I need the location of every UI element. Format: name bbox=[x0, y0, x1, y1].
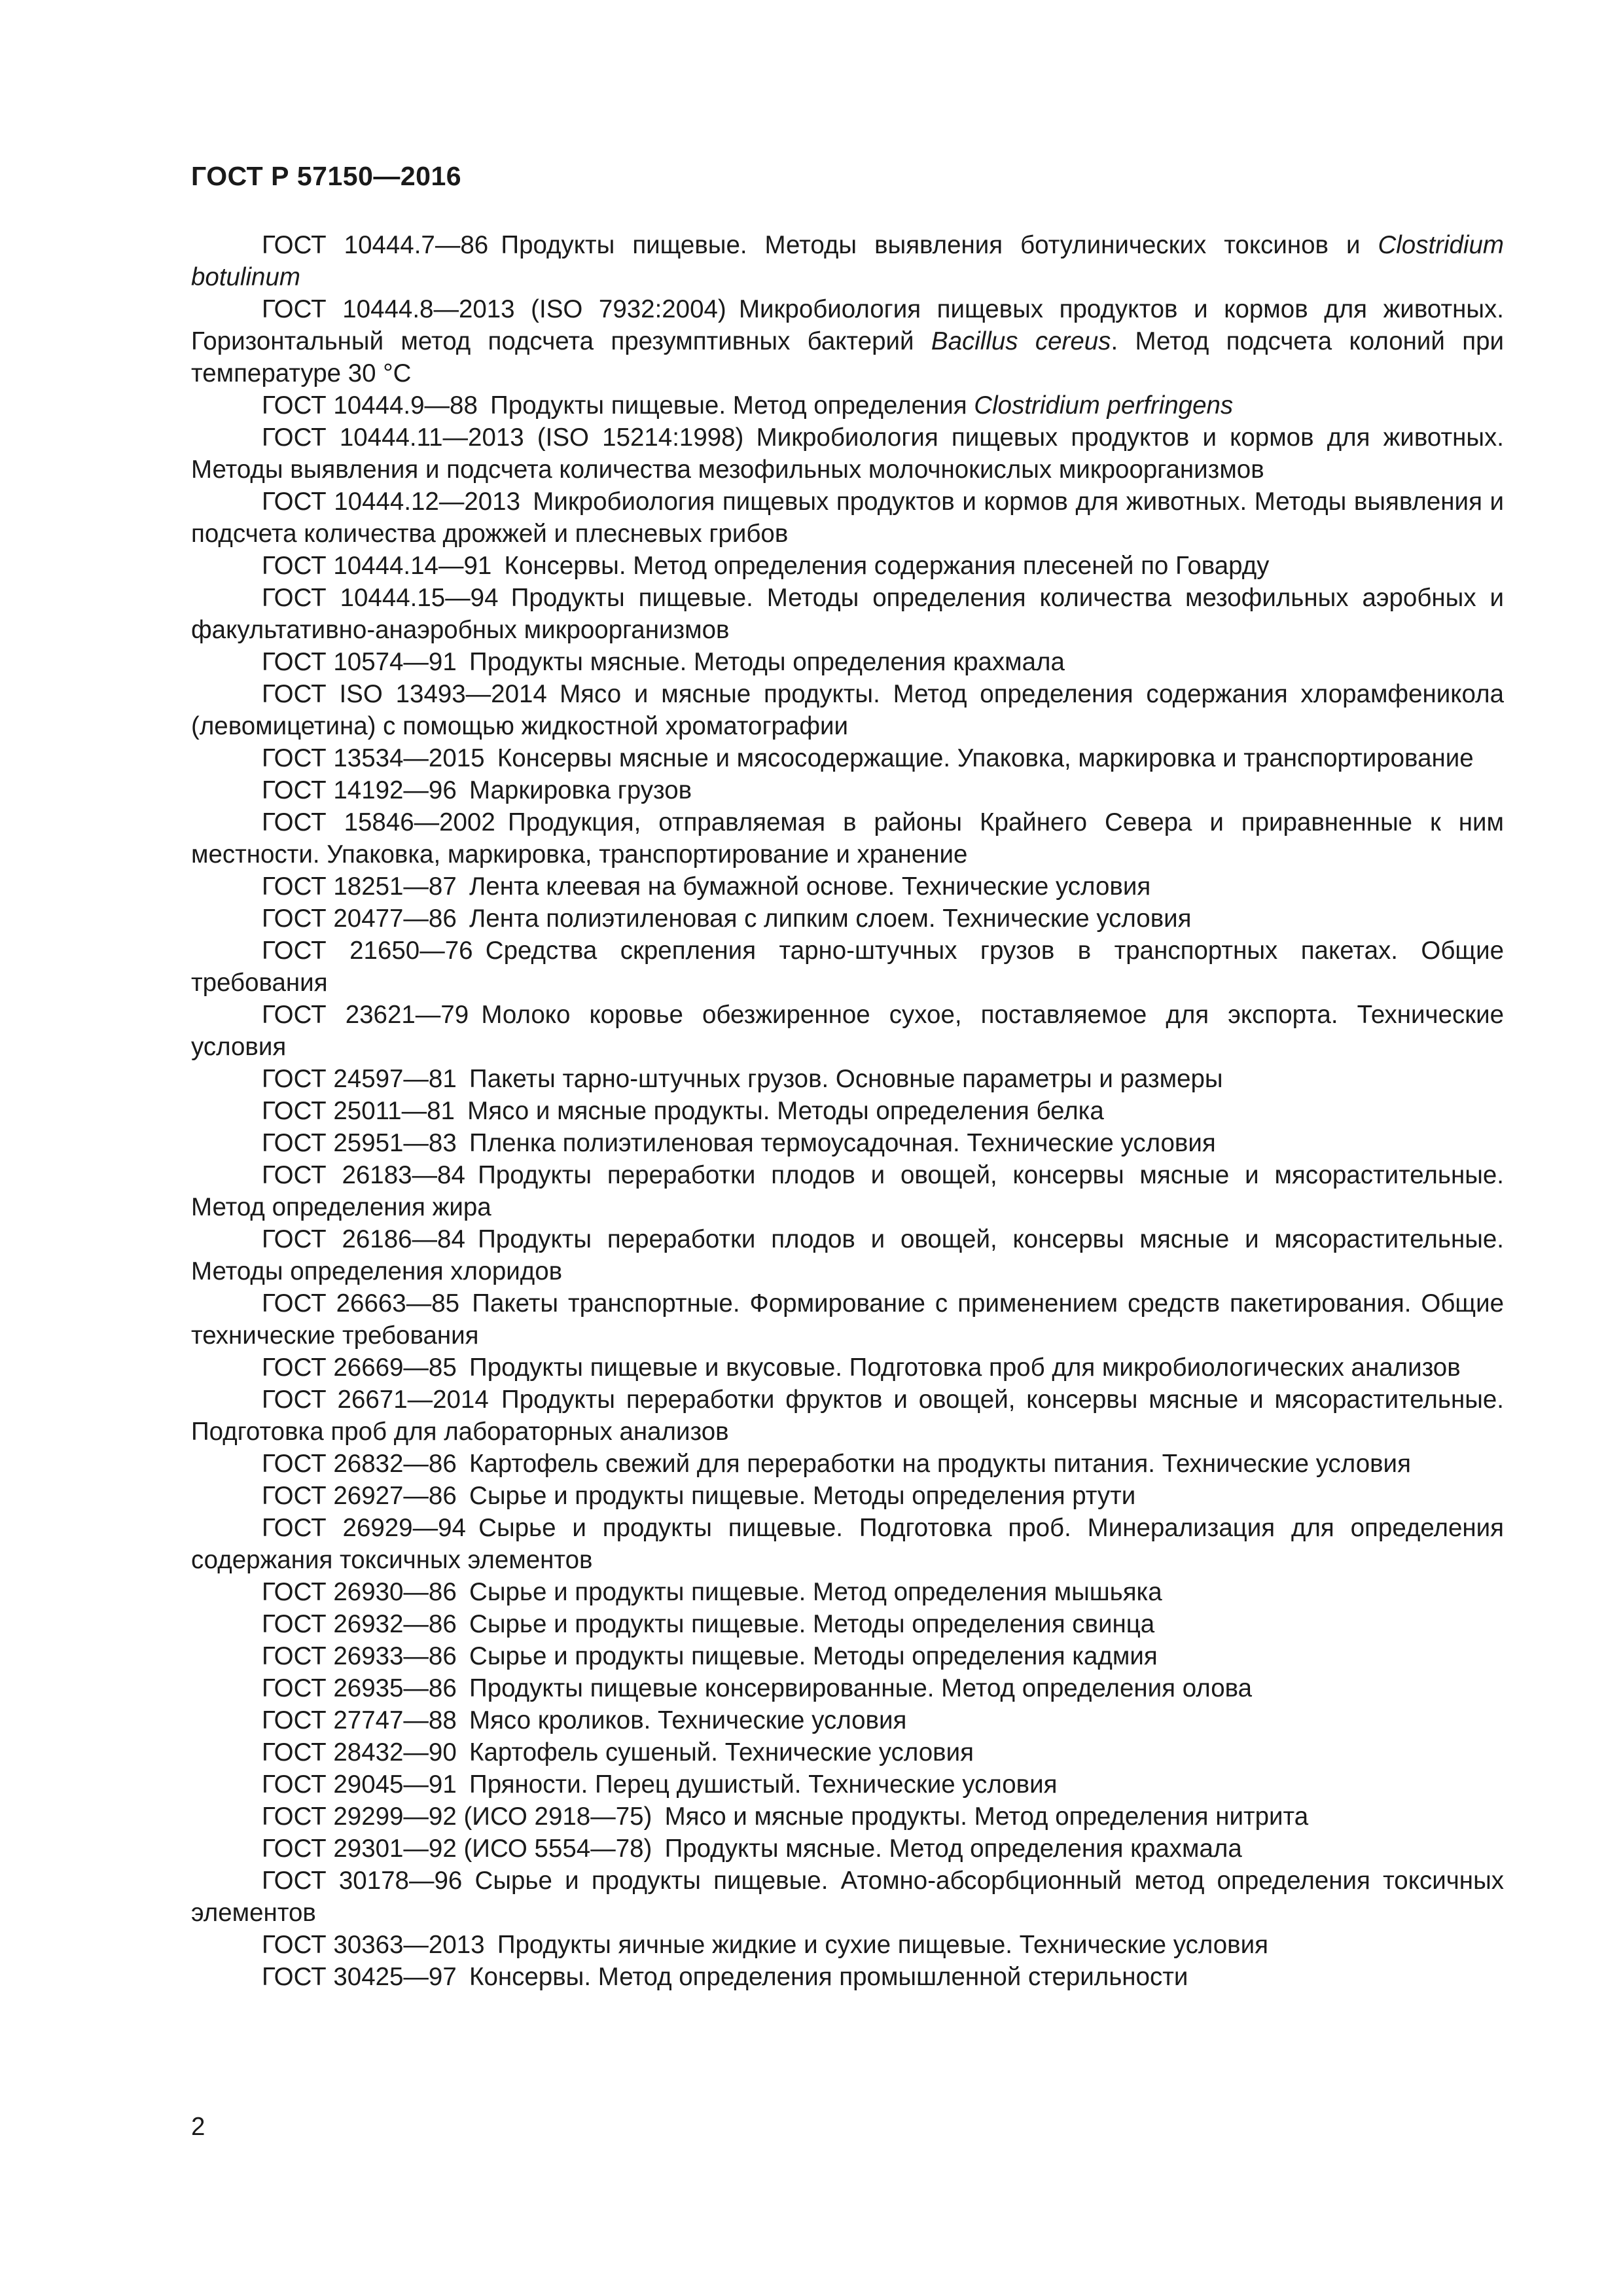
reference-title-part: Средства скрепления тарно-штучных грузов в транспортных пакетах. Общие требования bbox=[191, 937, 1504, 997]
reference-title-part: Микробиология пищевых продуктов и кормов для животных. Горизонтальный метод подсчета презумптивных бактерий bbox=[191, 295, 1504, 355]
reference-code: ГОСТ 15846—2002 bbox=[262, 808, 495, 836]
reference-title bbox=[469, 1642, 1158, 1670]
reference-title-part: Маркировка грузов bbox=[469, 776, 692, 804]
reference-title-part: Микробиология пищевых продуктов и кормов для животных. Методы выявления и подсчета количества дрожжей и плесневых грибов bbox=[191, 488, 1505, 548]
reference-title-part: Консервы мясные и мясосодержащие. Упаковка, маркировка и транспортирование bbox=[497, 744, 1474, 772]
reference-code: ГОСТ 26663—85 bbox=[262, 1289, 460, 1318]
reference-code: ГОСТ 27747—88 bbox=[262, 1706, 457, 1734]
reference-code: ГОСТ 10444.15—94 bbox=[262, 584, 499, 612]
reference-entry bbox=[191, 422, 1504, 486]
reference-title-part: Сырье и продукты пищевые. Подготовка проб. Минерализация для определения содержания токсичных элементов bbox=[191, 1514, 1504, 1574]
reference-entry bbox=[191, 903, 1504, 935]
reference-title-part: Продукты пищевые. Методы выявления ботулинических токсинов и bbox=[501, 231, 1378, 259]
reference-code: ГОСТ 26832—86 bbox=[262, 1450, 457, 1478]
reference-entry bbox=[191, 486, 1504, 550]
reference-code: ГОСТ 23621—79 bbox=[262, 1001, 469, 1029]
reference-code: ГОСТ 10444.11—2013 (ISO 15214:1998) bbox=[262, 423, 744, 452]
reference-title-part: Лента клеевая на бумажной основе. Технические условия bbox=[469, 872, 1151, 901]
reference-code: ГОСТ 28432—90 bbox=[262, 1738, 457, 1767]
reference-title bbox=[469, 872, 1150, 901]
reference-title-part: Продукты пищевые. Метод определения bbox=[490, 391, 974, 420]
reference-entry bbox=[191, 1287, 1504, 1352]
reference-entry bbox=[191, 1768, 1504, 1801]
reference-entry bbox=[191, 870, 1504, 903]
reference-title bbox=[497, 1931, 1268, 1959]
reference-title-part: Картофель сушеный. Технические условия bbox=[469, 1738, 974, 1767]
reference-title-part: Сырье и продукты пищевые. Атомно-абсорбционный метод определения токсичных элементов bbox=[191, 1867, 1504, 1927]
reference-title bbox=[469, 1706, 906, 1734]
reference-title-part: Продукты пищевые. Методы определения количества мезофильных аэробных и факультативно-анаэробных микроорганизмов bbox=[191, 584, 1504, 644]
reference-entry bbox=[191, 1448, 1504, 1480]
reference-code: ГОСТ 10444.14—91 bbox=[262, 552, 492, 580]
reference-entry bbox=[191, 1480, 1504, 1512]
reference-code: ГОСТ 26671—2014 bbox=[262, 1386, 489, 1414]
reference-entry bbox=[191, 935, 1504, 999]
reference-entry bbox=[191, 1095, 1504, 1127]
reference-code: ГОСТ 21650—76 bbox=[262, 937, 473, 965]
reference-title-part: Продукты переработки плодов и овощей, консервы мясные и мясорастительные. Методы определения хлоридов bbox=[191, 1225, 1504, 1285]
reference-code: ГОСТ 26183—84 bbox=[262, 1161, 465, 1189]
reference-entry bbox=[191, 1352, 1504, 1384]
reference-title bbox=[490, 391, 1233, 420]
reference-code: ГОСТ 10444.9—88 bbox=[262, 391, 478, 420]
reference-title bbox=[469, 1610, 1154, 1638]
reference-title bbox=[469, 1065, 1223, 1093]
reference-title-part: Картофель свежий для переработки на продукты питания. Технические условия bbox=[469, 1450, 1411, 1478]
reference-entry bbox=[191, 1640, 1504, 1672]
reference-title bbox=[469, 1129, 1216, 1157]
reference-entry bbox=[191, 1865, 1504, 1929]
reference-code: ГОСТ 29299—92 (ИСО 2918—75) bbox=[262, 1803, 652, 1831]
reference-title-part: Продукты переработки фруктов и овощей, консервы мясные и мясорастительные. Подготовка проб для лабораторных анализов bbox=[191, 1386, 1504, 1446]
reference-code: ГОСТ 30425—97 bbox=[262, 1963, 457, 1991]
reference-code: ГОСТ ISO 13493—2014 bbox=[262, 680, 547, 708]
reference-title-part: Продукты пищевые и вкусовые. Подготовка проб для микробиологических анализов bbox=[469, 1354, 1461, 1382]
reference-title-part: Мясо кроликов. Технические условия bbox=[469, 1706, 907, 1734]
reference-code: ГОСТ 26186—84 bbox=[262, 1225, 465, 1253]
reference-title bbox=[469, 1578, 1162, 1606]
reference-entry bbox=[191, 1576, 1504, 1608]
reference-entry bbox=[191, 999, 1504, 1063]
reference-code: ГОСТ 26930—86 bbox=[262, 1578, 457, 1606]
reference-title bbox=[469, 905, 1192, 933]
reference-title-part: Пленка полиэтиленовая термоусадочная. Технические условия bbox=[469, 1129, 1216, 1157]
reference-entry bbox=[191, 1672, 1504, 1704]
reference-title-part: Продукты переработки плодов и овощей, консервы мясные и мясорастительные. Метод определения жира bbox=[191, 1161, 1504, 1221]
reference-code: ГОСТ 10444.8—2013 (ISO 7932:2004) bbox=[262, 295, 726, 323]
standard-code: ГОСТ Р 57150—2016 bbox=[191, 161, 462, 191]
reference-code: ГОСТ 24597—81 bbox=[262, 1065, 457, 1093]
reference-entry bbox=[191, 1704, 1504, 1736]
reference-title bbox=[467, 1097, 1104, 1125]
reference-entry bbox=[191, 646, 1504, 678]
reference-code: ГОСТ 26932—86 bbox=[262, 1610, 457, 1638]
reference-title-part: Пакеты транспортные. Формирование с применением средств пакетирования. Общие технические требования bbox=[191, 1289, 1504, 1350]
reference-entry bbox=[191, 293, 1504, 389]
reference-entry bbox=[191, 1736, 1504, 1768]
reference-code: ГОСТ 29045—91 bbox=[262, 1770, 457, 1799]
reference-entry bbox=[191, 389, 1504, 422]
reference-code: ГОСТ 10574—91 bbox=[262, 648, 457, 676]
reference-title bbox=[469, 1770, 1057, 1799]
reference-entry bbox=[191, 582, 1504, 646]
reference-title-part: Продукты мясные. Метод определения крахмала bbox=[664, 1835, 1242, 1863]
reference-title-part: Мясо и мясные продукты. Метод определения содержания хлорамфеникола (левомицетина) с помощью жидкостной хроматографии bbox=[191, 680, 1504, 740]
reference-title bbox=[469, 1738, 974, 1767]
reference-title bbox=[665, 1803, 1309, 1831]
reference-title bbox=[505, 552, 1270, 580]
reference-title-part: Консервы. Метод определения промышленной стерильности bbox=[469, 1963, 1188, 1991]
reference-title-part: Продукты пищевые консервированные. Метод определения олова bbox=[469, 1674, 1253, 1702]
reference-code: ГОСТ 26933—86 bbox=[262, 1642, 457, 1670]
reference-title-part: Продукты яичные жидкие и сухие пищевые. Технические условия bbox=[497, 1931, 1268, 1959]
reference-title-italic-part: Clostridium perfringens bbox=[974, 391, 1234, 420]
reference-code: ГОСТ 25011—81 bbox=[262, 1097, 455, 1125]
reference-title bbox=[469, 1450, 1411, 1478]
reference-entry bbox=[191, 1384, 1504, 1448]
reference-title-part: Молоко коровье обезжиренное сухое, поставляемое для экспорта. Технические условия bbox=[191, 1001, 1504, 1061]
reference-title-part: Лента полиэтиленовая с липким слоем. Технические условия bbox=[469, 905, 1192, 933]
reference-title bbox=[469, 1482, 1135, 1510]
reference-code: ГОСТ 26935—86 bbox=[262, 1674, 457, 1702]
reference-title-part: Микробиология пищевых продуктов и кормов для животных. Методы выявления и подсчета количества мезофильных молочнокислых микроорганизмов bbox=[191, 423, 1504, 484]
reference-entry bbox=[191, 1929, 1504, 1961]
reference-title-part: Сырье и продукты пищевые. Метод определения мышьяка bbox=[469, 1578, 1162, 1606]
reference-entry bbox=[191, 1223, 1504, 1287]
reference-title-part: Сырье и продукты пищевые. Методы определения ртути bbox=[469, 1482, 1136, 1510]
reference-entry bbox=[191, 229, 1504, 293]
reference-code: ГОСТ 10444.7—86 bbox=[262, 231, 489, 259]
reference-entry bbox=[191, 1127, 1504, 1159]
reference-code: ГОСТ 25951—83 bbox=[262, 1129, 457, 1157]
reference-title-part: Сырье и продукты пищевые. Методы определения кадмия bbox=[469, 1642, 1158, 1670]
reference-entry bbox=[191, 774, 1504, 806]
reference-entry bbox=[191, 550, 1504, 582]
reference-title-part: Продукты мясные. Методы определения крахмала bbox=[469, 648, 1065, 676]
reference-title bbox=[469, 776, 692, 804]
reference-entry bbox=[191, 1833, 1504, 1865]
reference-title-part: Пряности. Перец душистый. Технические условия bbox=[469, 1770, 1058, 1799]
reference-title-part: Пакеты тарно-штучных грузов. Основные параметры и размеры bbox=[469, 1065, 1223, 1093]
reference-title-part: Консервы. Метод определения содержания плесеней по Говарду bbox=[504, 552, 1270, 580]
reference-title-italic-part: Bacillus cereus bbox=[931, 327, 1111, 355]
reference-code: ГОСТ 20477—86 bbox=[262, 905, 457, 933]
reference-code: ГОСТ 26927—86 bbox=[262, 1482, 457, 1510]
reference-title-italic-part: Clostridium botulinum bbox=[191, 231, 1504, 291]
reference-entry bbox=[191, 1159, 1504, 1223]
reference-title bbox=[497, 744, 1474, 772]
reference-entry bbox=[191, 1512, 1504, 1576]
reference-entry bbox=[191, 1961, 1504, 1993]
reference-title-part: Мясо и мясные продукты. Метод определения нитрита bbox=[664, 1803, 1309, 1831]
reference-entry bbox=[191, 1801, 1504, 1833]
reference-title bbox=[469, 1963, 1188, 1991]
reference-code: ГОСТ 30178—96 bbox=[262, 1867, 463, 1895]
reference-code: ГОСТ 13534—2015 bbox=[262, 744, 485, 772]
page-number: 2 bbox=[191, 2113, 205, 2141]
reference-entry bbox=[191, 1608, 1504, 1640]
normative-references-list bbox=[191, 229, 1504, 1993]
reference-title bbox=[469, 648, 1065, 676]
reference-title-part: . Метод подсчета колоний при температуре 30 °С bbox=[191, 327, 1504, 387]
reference-entry bbox=[191, 1063, 1504, 1095]
reference-code: ГОСТ 26929—94 bbox=[262, 1514, 466, 1542]
reference-code: ГОСТ 14192—96 bbox=[262, 776, 457, 804]
reference-code: ГОСТ 18251—87 bbox=[262, 872, 457, 901]
reference-entry bbox=[191, 806, 1504, 870]
document-header bbox=[191, 161, 461, 192]
reference-code: ГОСТ 29301—92 (ИСО 5554—78) bbox=[262, 1835, 652, 1863]
reference-code: ГОСТ 10444.12—2013 bbox=[262, 488, 520, 516]
reference-title bbox=[469, 1354, 1461, 1382]
reference-entry bbox=[191, 742, 1504, 774]
reference-title-part: Сырье и продукты пищевые. Методы определения свинца bbox=[469, 1610, 1155, 1638]
reference-code: ГОСТ 26669—85 bbox=[262, 1354, 457, 1382]
reference-code: ГОСТ 30363—2013 bbox=[262, 1931, 485, 1959]
reference-title bbox=[469, 1674, 1252, 1702]
reference-title-part: Продукция, отправляемая в районы Крайнего Севера и приравненные к ним местности. Упаковка, маркировка, транспортирование и хранение bbox=[191, 808, 1504, 869]
reference-entry bbox=[191, 678, 1504, 742]
reference-title-part: Мясо и мясные продукты. Методы определения белка bbox=[467, 1097, 1104, 1125]
reference-title bbox=[665, 1835, 1242, 1863]
